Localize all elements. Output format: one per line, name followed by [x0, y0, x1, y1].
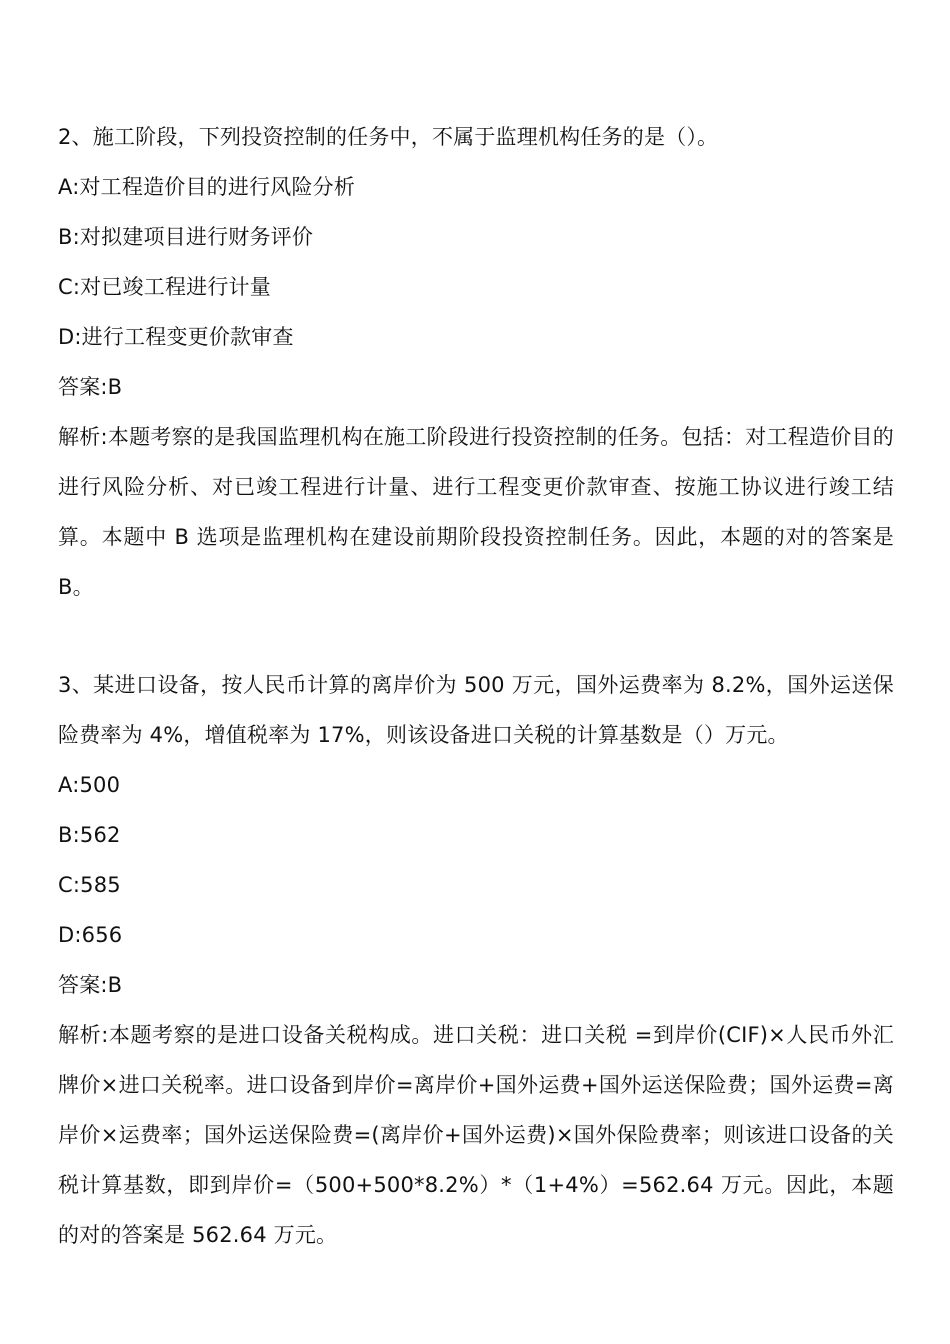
question-stem: 2、施工阶段，下列投资控制的任务中，不属于监理机构任务的是（）。 — [58, 125, 719, 149]
option-b: B:562 — [58, 823, 121, 847]
option-b: B:对拟建项目进行财务评价 — [58, 225, 314, 249]
analysis: 解析:本题考察的是进口设备关税构成。进口关税：进口关税 =到岸价(CIF)×人民币外汇牌价×进口关税率。进口设备到岸价=离岸价+国外运费+国外运送保险费；国外运费=离岸价×运费率；国外运送保险费=(离岸价+国外运费)×国外保险费率；则该进口设备的关税计算基数，即到岸价=（500+500*8.2%）*（1+4%）=562.64 万元。因此，本题的对的答案是 562.64 万元。 — [58, 1023, 894, 1247]
option-d: D:进行工程变更价款审查 — [58, 325, 294, 349]
question-2 — [58, 112, 898, 612]
analysis: 解析:本题考察的是我国监理机构在施工阶段进行投资控制的任务。包括：对工程造价目的进行风险分析、对已竣工程进行计量、进行工程变更价款审查、按施工协议进行竣工结算。本题中 B 选项是监理机构在建设前期阶段投资控制任务。因此，本题的对的答案是 B。 — [58, 425, 894, 599]
option-a: A:500 — [58, 773, 121, 797]
option-c: C:585 — [58, 873, 121, 897]
answer: 答案:B — [58, 973, 123, 997]
question-3 — [58, 660, 898, 1260]
option-d: D:656 — [58, 923, 123, 947]
document-page — [58, 112, 898, 1260]
option-a: A:对工程造价目的进行风险分析 — [58, 175, 356, 199]
question-stem: 3、某进口设备，按人民币计算的离岸价为 500 万元，国外运费率为 8.2%，国外运送保险费率为 4%，增值税率为 17%，则该设备进口关税的计算基数是（）万元。 — [58, 673, 894, 747]
option-c: C:对已竣工程进行计量 — [58, 275, 271, 299]
answer: 答案:B — [58, 375, 123, 399]
spacer — [58, 612, 898, 660]
